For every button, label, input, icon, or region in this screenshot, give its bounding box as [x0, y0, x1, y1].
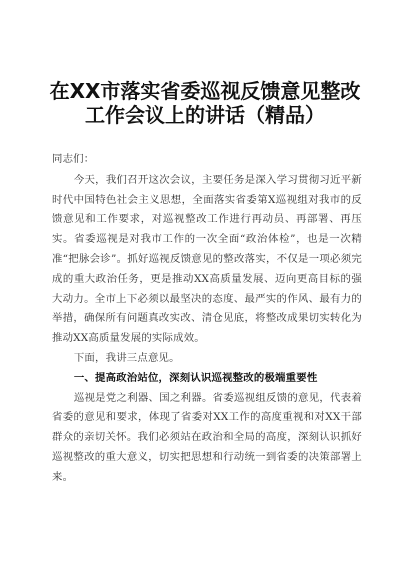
document-body	[52, 150, 362, 488]
paragraph-opening: 今天，我们召开这次会议，主要任务是深入学习贯彻习近平新时代中国特色社会主义思想，全面落实省委第X巡视组对我市的反馈意见和工作要求，对巡视整改工作进行再动员、再部署、再压实。省委巡视是对我市工作的一次全面“政治体检”，也是一次精准“把脉会诊”。抓好巡视反馈意见的整改落实，不仅是一项必须完成的重大政治任务，更是推动XX高质量发展、迈向更高目标的强大动力。全市上下必须以最坚决的态度、最严实的作风、最有力的举措，确保所有问题真改实改、清仓见底，将整改成果切实转化为推动XX高质量发展的实际成效。	[52, 173, 362, 345]
paragraph-transition: 下面，我讲三点意见。	[73, 351, 180, 364]
document-title: 在XX市落实省委巡视反馈意见整改工作会议上的讲话（精品）	[49, 79, 361, 127]
paragraph-section-1: 巡视是党之利器、国之利器。省委巡视组反馈的意见，代表着省委的意见和要求，体现了省委对XX工作的高度重视和对XX干部群众的亲切关怀。我们必须站在政治和全局的高度，深刻认识抓好巡视整改的重大意义，切实把思想和行动统一到省委的决策部署上来。	[52, 391, 362, 483]
salutation: 同志们：	[52, 153, 95, 165]
section-heading-1: 一、提高政治站位，深刻认识巡视整改的极端重要性	[73, 371, 318, 384]
